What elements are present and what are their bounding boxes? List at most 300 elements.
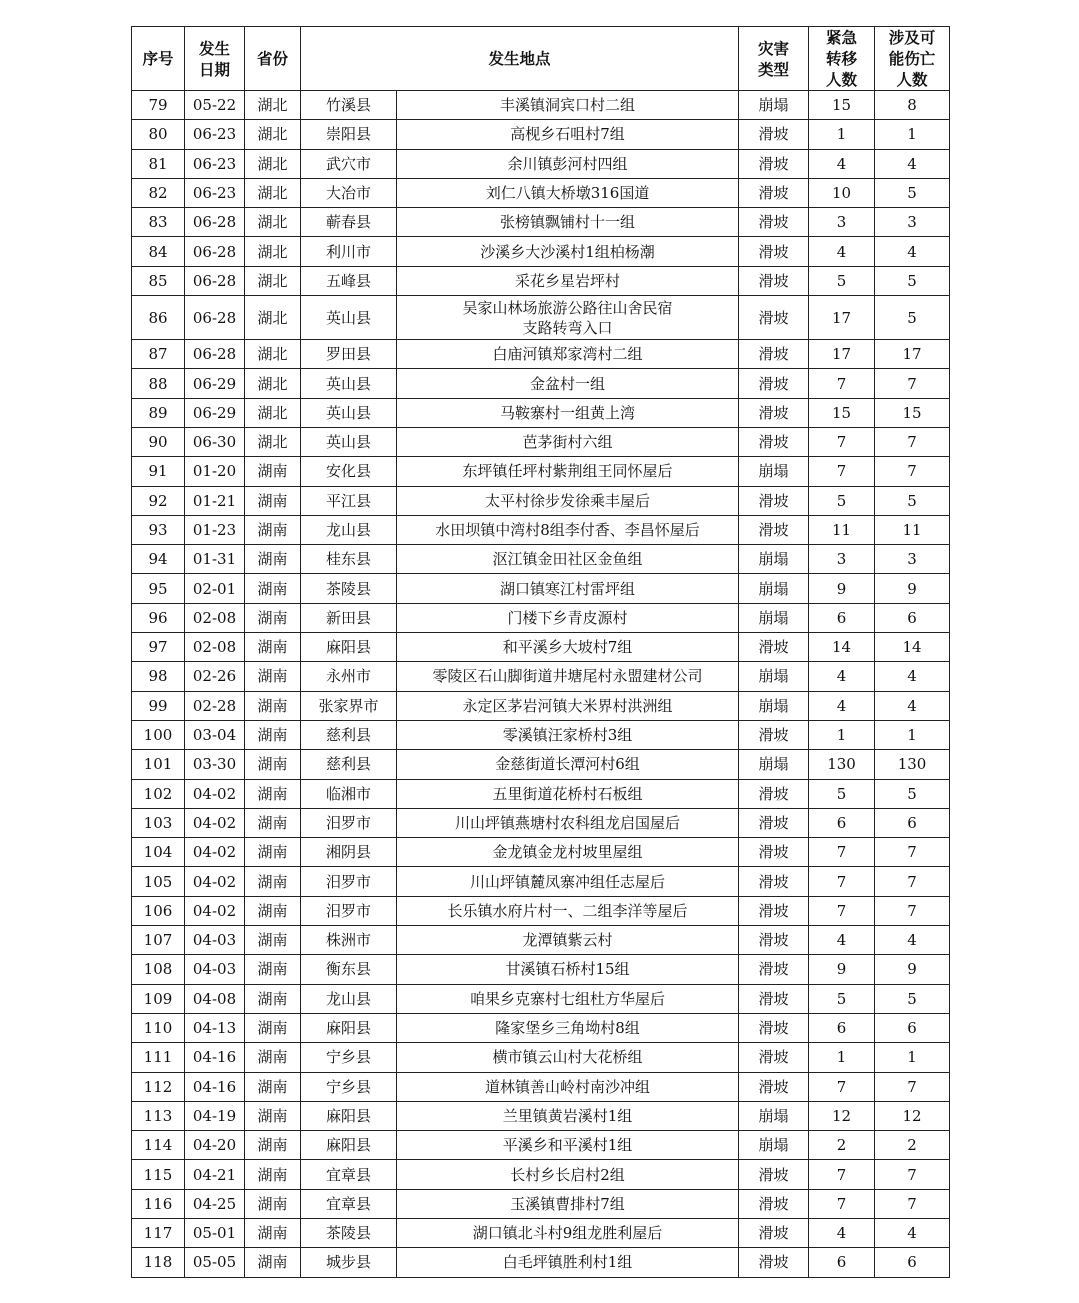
row-casualties: 12 — [875, 1101, 950, 1130]
row-seq: 113 — [132, 1101, 185, 1130]
row-date: 04-21 — [185, 1160, 245, 1189]
row-type: 滑坡 — [739, 178, 809, 207]
row-evacuated: 11 — [809, 515, 875, 544]
row-type: 滑坡 — [739, 149, 809, 178]
row-seq: 118 — [132, 1248, 185, 1277]
row-county: 麻阳县 — [301, 1101, 397, 1130]
table-row — [132, 633, 950, 662]
table-row — [132, 486, 950, 515]
row-location: 门楼下乡青皮源村 — [397, 603, 739, 632]
row-location: 横市镇云山村大花桥组 — [397, 1043, 739, 1072]
row-type: 崩塌 — [739, 691, 809, 720]
row-location: 和平溪乡大坡村7组 — [397, 633, 739, 662]
row-province: 湖南 — [245, 1248, 301, 1277]
row-county: 英山县 — [301, 398, 397, 427]
row-casualties: 9 — [875, 574, 950, 603]
row-evacuated: 4 — [809, 149, 875, 178]
row-type: 滑坡 — [739, 208, 809, 237]
row-province: 湖南 — [245, 867, 301, 896]
row-date: 06-28 — [185, 340, 245, 369]
row-county: 张家界市 — [301, 691, 397, 720]
row-location: 平溪乡和平溪村1组 — [397, 1131, 739, 1160]
row-evacuated: 7 — [809, 867, 875, 896]
row-location: 长村乡长启村2组 — [397, 1160, 739, 1189]
row-date: 04-25 — [185, 1189, 245, 1218]
row-date: 06-29 — [185, 369, 245, 398]
table-row — [132, 1013, 950, 1042]
row-county: 宜章县 — [301, 1189, 397, 1218]
row-casualties: 8 — [875, 91, 950, 120]
row-seq: 111 — [132, 1043, 185, 1072]
row-county: 宁乡县 — [301, 1043, 397, 1072]
table-row — [132, 515, 950, 544]
row-county: 宜章县 — [301, 1160, 397, 1189]
row-location: 白毛坪镇胜利村1组 — [397, 1248, 739, 1277]
row-seq: 110 — [132, 1013, 185, 1042]
row-type: 滑坡 — [739, 515, 809, 544]
row-casualties: 7 — [875, 838, 950, 867]
row-type: 滑坡 — [739, 486, 809, 515]
row-type: 滑坡 — [739, 237, 809, 266]
row-evacuated: 7 — [809, 1072, 875, 1101]
table-row — [132, 838, 950, 867]
row-evacuated: 4 — [809, 691, 875, 720]
row-type: 滑坡 — [739, 340, 809, 369]
row-county: 五峰县 — [301, 266, 397, 295]
row-date: 06-23 — [185, 178, 245, 207]
header-province: 省份 — [245, 27, 301, 91]
row-location: 吴家山林场旅游公路往山舍民宿 支路转弯入口 — [397, 296, 739, 340]
row-province: 湖南 — [245, 662, 301, 691]
row-type: 滑坡 — [739, 779, 809, 808]
row-type: 崩塌 — [739, 91, 809, 120]
row-location: 湖口镇北斗村9组龙胜利屋后 — [397, 1218, 739, 1247]
row-date: 05-22 — [185, 91, 245, 120]
row-type: 崩塌 — [739, 545, 809, 574]
row-county: 茶陵县 — [301, 574, 397, 603]
row-type: 崩塌 — [739, 662, 809, 691]
row-casualties: 5 — [875, 486, 950, 515]
row-location: 余川镇彭河村四组 — [397, 149, 739, 178]
row-evacuated: 7 — [809, 369, 875, 398]
row-casualties: 5 — [875, 984, 950, 1013]
row-evacuated: 7 — [809, 457, 875, 486]
row-date: 01-23 — [185, 515, 245, 544]
row-evacuated: 10 — [809, 178, 875, 207]
row-location: 白庙河镇郑家湾村二组 — [397, 340, 739, 369]
row-evacuated: 14 — [809, 633, 875, 662]
row-county: 大冶市 — [301, 178, 397, 207]
row-evacuated: 1 — [809, 120, 875, 149]
row-type: 滑坡 — [739, 867, 809, 896]
row-province: 湖北 — [245, 398, 301, 427]
row-province: 湖北 — [245, 178, 301, 207]
row-seq: 117 — [132, 1218, 185, 1247]
row-casualties: 14 — [875, 633, 950, 662]
row-county: 竹溪县 — [301, 91, 397, 120]
row-seq: 84 — [132, 237, 185, 266]
table-row — [132, 1043, 950, 1072]
row-casualties: 3 — [875, 208, 950, 237]
row-seq: 100 — [132, 720, 185, 749]
row-evacuated: 7 — [809, 1189, 875, 1218]
table-row — [132, 457, 950, 486]
row-province: 湖北 — [245, 208, 301, 237]
row-location: 玉溪镇曹排村7组 — [397, 1189, 739, 1218]
row-date: 04-19 — [185, 1101, 245, 1130]
row-type: 滑坡 — [739, 1160, 809, 1189]
row-date: 06-28 — [185, 296, 245, 340]
row-location: 水田坝镇中湾村8组李付香、李昌怀屋后 — [397, 515, 739, 544]
row-casualties: 17 — [875, 340, 950, 369]
row-province: 湖北 — [245, 237, 301, 266]
table-row — [132, 1248, 950, 1277]
row-seq: 87 — [132, 340, 185, 369]
row-casualties: 7 — [875, 1160, 950, 1189]
table-row — [132, 398, 950, 427]
table-row — [132, 178, 950, 207]
row-date: 04-16 — [185, 1072, 245, 1101]
header-row — [132, 27, 950, 91]
row-type: 滑坡 — [739, 808, 809, 837]
row-county: 湘阴县 — [301, 838, 397, 867]
row-province: 湖南 — [245, 574, 301, 603]
row-county: 宁乡县 — [301, 1072, 397, 1101]
row-date: 06-28 — [185, 208, 245, 237]
row-evacuated: 6 — [809, 1013, 875, 1042]
table-row — [132, 296, 950, 340]
table-row — [132, 545, 950, 574]
row-evacuated: 5 — [809, 779, 875, 808]
row-province: 湖南 — [245, 1043, 301, 1072]
row-county: 慈利县 — [301, 720, 397, 749]
table-row — [132, 750, 950, 779]
row-province: 湖北 — [245, 91, 301, 120]
row-seq: 108 — [132, 955, 185, 984]
row-evacuated: 17 — [809, 340, 875, 369]
header-seq: 序号 — [132, 27, 185, 91]
row-seq: 85 — [132, 266, 185, 295]
row-province: 湖南 — [245, 1013, 301, 1042]
row-location: 沤江镇金田社区金鱼组 — [397, 545, 739, 574]
row-location: 沙溪乡大沙溪村1组柏杨潮 — [397, 237, 739, 266]
row-type: 滑坡 — [739, 1248, 809, 1277]
row-province: 湖南 — [245, 457, 301, 486]
row-evacuated: 6 — [809, 1248, 875, 1277]
row-type: 滑坡 — [739, 369, 809, 398]
row-date: 04-02 — [185, 838, 245, 867]
row-date: 02-26 — [185, 662, 245, 691]
row-county: 临湘市 — [301, 779, 397, 808]
row-location: 川山坪镇麓凤寨冲组任志屋后 — [397, 867, 739, 896]
table-row — [132, 926, 950, 955]
row-casualties: 9 — [875, 955, 950, 984]
table-row — [132, 1101, 950, 1130]
row-date: 03-30 — [185, 750, 245, 779]
row-seq: 88 — [132, 369, 185, 398]
row-date: 04-02 — [185, 896, 245, 925]
row-evacuated: 9 — [809, 955, 875, 984]
row-seq: 93 — [132, 515, 185, 544]
row-date: 04-02 — [185, 808, 245, 837]
row-seq: 91 — [132, 457, 185, 486]
table-row — [132, 1189, 950, 1218]
row-evacuated: 2 — [809, 1131, 875, 1160]
row-casualties: 11 — [875, 515, 950, 544]
row-casualties: 7 — [875, 369, 950, 398]
row-county: 汨罗市 — [301, 808, 397, 837]
row-province: 湖南 — [245, 779, 301, 808]
row-date: 02-01 — [185, 574, 245, 603]
row-type: 滑坡 — [739, 1189, 809, 1218]
table-body — [132, 91, 950, 1278]
row-county: 永州市 — [301, 662, 397, 691]
row-date: 02-08 — [185, 633, 245, 662]
header-location: 发生地点 — [301, 27, 739, 91]
row-location: 长乐镇水府片村一、二组李洋等屋后 — [397, 896, 739, 925]
row-seq: 81 — [132, 149, 185, 178]
row-location: 川山坪镇燕塘村农科组龙启国屋后 — [397, 808, 739, 837]
row-evacuated: 9 — [809, 574, 875, 603]
row-casualties: 7 — [875, 1189, 950, 1218]
row-casualties: 7 — [875, 427, 950, 456]
row-county: 蕲春县 — [301, 208, 397, 237]
row-date: 05-05 — [185, 1248, 245, 1277]
row-type: 滑坡 — [739, 896, 809, 925]
row-seq: 109 — [132, 984, 185, 1013]
row-seq: 102 — [132, 779, 185, 808]
table-row — [132, 779, 950, 808]
row-evacuated: 7 — [809, 838, 875, 867]
row-casualties: 5 — [875, 266, 950, 295]
row-county: 衡东县 — [301, 955, 397, 984]
row-evacuated: 5 — [809, 266, 875, 295]
row-date: 04-03 — [185, 955, 245, 984]
row-date: 01-20 — [185, 457, 245, 486]
header-type: 灾害 类型 — [739, 27, 809, 91]
row-evacuated: 4 — [809, 237, 875, 266]
row-county: 麻阳县 — [301, 633, 397, 662]
row-type: 崩塌 — [739, 750, 809, 779]
row-type: 滑坡 — [739, 398, 809, 427]
row-type: 崩塌 — [739, 1101, 809, 1130]
row-county: 龙山县 — [301, 515, 397, 544]
row-county: 新田县 — [301, 603, 397, 632]
row-location: 兰里镇黄岩溪村1组 — [397, 1101, 739, 1130]
row-seq: 115 — [132, 1160, 185, 1189]
row-casualties: 1 — [875, 120, 950, 149]
row-type: 滑坡 — [739, 838, 809, 867]
row-county: 罗田县 — [301, 340, 397, 369]
row-province: 湖南 — [245, 1101, 301, 1130]
row-seq: 104 — [132, 838, 185, 867]
row-county: 武穴市 — [301, 149, 397, 178]
row-date: 05-01 — [185, 1218, 245, 1247]
row-location: 甘溪镇石桥村15组 — [397, 955, 739, 984]
row-county: 麻阳县 — [301, 1013, 397, 1042]
table-row — [132, 427, 950, 456]
row-county: 汨罗市 — [301, 867, 397, 896]
row-seq: 86 — [132, 296, 185, 340]
table-row — [132, 1072, 950, 1101]
row-date: 06-28 — [185, 266, 245, 295]
row-location: 金慈街道长潭河村6组 — [397, 750, 739, 779]
row-location: 咱果乡克寨村七组杜方华屋后 — [397, 984, 739, 1013]
row-evacuated: 5 — [809, 984, 875, 1013]
row-evacuated: 4 — [809, 926, 875, 955]
row-type: 滑坡 — [739, 720, 809, 749]
row-date: 04-02 — [185, 779, 245, 808]
row-province: 湖南 — [245, 1218, 301, 1247]
row-province: 湖南 — [245, 515, 301, 544]
row-location: 采花乡星岩坪村 — [397, 266, 739, 295]
row-casualties: 4 — [875, 237, 950, 266]
row-date: 06-29 — [185, 398, 245, 427]
header-date: 发生 日期 — [185, 27, 245, 91]
row-location: 湖口镇寒江村雷坪组 — [397, 574, 739, 603]
row-province: 湖北 — [245, 296, 301, 340]
table-row — [132, 1160, 950, 1189]
row-province: 湖南 — [245, 808, 301, 837]
row-county: 城步县 — [301, 1248, 397, 1277]
row-location: 张榜镇飘铺村十一组 — [397, 208, 739, 237]
row-province: 湖南 — [245, 545, 301, 574]
row-province: 湖南 — [245, 896, 301, 925]
row-province: 湖南 — [245, 1160, 301, 1189]
table-row — [132, 237, 950, 266]
row-evacuated: 12 — [809, 1101, 875, 1130]
row-seq: 106 — [132, 896, 185, 925]
row-casualties: 6 — [875, 1013, 950, 1042]
row-evacuated: 4 — [809, 1218, 875, 1247]
row-county: 麻阳县 — [301, 1131, 397, 1160]
row-type: 崩塌 — [739, 603, 809, 632]
row-county: 平江县 — [301, 486, 397, 515]
table-row — [132, 955, 950, 984]
row-county: 桂东县 — [301, 545, 397, 574]
row-county: 崇阳县 — [301, 120, 397, 149]
row-type: 滑坡 — [739, 1043, 809, 1072]
row-location: 零溪镇汪家桥村3组 — [397, 720, 739, 749]
row-county: 英山县 — [301, 427, 397, 456]
row-location: 道林镇善山岭村南沙冲组 — [397, 1072, 739, 1101]
row-casualties: 7 — [875, 896, 950, 925]
row-casualties: 4 — [875, 926, 950, 955]
row-seq: 116 — [132, 1189, 185, 1218]
row-province: 湖北 — [245, 266, 301, 295]
table-row — [132, 369, 950, 398]
row-type: 滑坡 — [739, 1072, 809, 1101]
row-seq: 107 — [132, 926, 185, 955]
row-seq: 94 — [132, 545, 185, 574]
row-casualties: 4 — [875, 691, 950, 720]
row-casualties: 5 — [875, 296, 950, 340]
row-evacuated: 6 — [809, 603, 875, 632]
row-seq: 82 — [132, 178, 185, 207]
row-casualties: 4 — [875, 149, 950, 178]
row-location: 丰溪镇洞宾口村二组 — [397, 91, 739, 120]
row-casualties: 7 — [875, 1072, 950, 1101]
row-casualties: 2 — [875, 1131, 950, 1160]
table-row — [132, 984, 950, 1013]
table-row — [132, 574, 950, 603]
header-evacuated: 紧急 转移 人数 — [809, 27, 875, 91]
row-date: 06-28 — [185, 237, 245, 266]
row-casualties: 7 — [875, 457, 950, 486]
row-province: 湖南 — [245, 984, 301, 1013]
row-type: 滑坡 — [739, 266, 809, 295]
row-province: 湖南 — [245, 1189, 301, 1218]
row-type: 滑坡 — [739, 955, 809, 984]
row-seq: 80 — [132, 120, 185, 149]
row-province: 湖南 — [245, 691, 301, 720]
row-location: 太平村徐步发徐乘丰屋后 — [397, 486, 739, 515]
row-seq: 95 — [132, 574, 185, 603]
row-casualties: 1 — [875, 1043, 950, 1072]
row-location: 刘仁八镇大桥墩316国道 — [397, 178, 739, 207]
row-location: 马鞍寨村一组黄上湾 — [397, 398, 739, 427]
row-location: 隆家堡乡三角坳村8组 — [397, 1013, 739, 1042]
row-casualties: 6 — [875, 1248, 950, 1277]
row-date: 04-20 — [185, 1131, 245, 1160]
table-row — [132, 867, 950, 896]
row-casualties: 3 — [875, 545, 950, 574]
row-county: 株洲市 — [301, 926, 397, 955]
row-seq: 103 — [132, 808, 185, 837]
row-location: 金盆村一组 — [397, 369, 739, 398]
row-evacuated: 5 — [809, 486, 875, 515]
row-province: 湖南 — [245, 486, 301, 515]
table-row — [132, 603, 950, 632]
row-type: 滑坡 — [739, 1013, 809, 1042]
row-type: 滑坡 — [739, 926, 809, 955]
row-province: 湖南 — [245, 720, 301, 749]
table-row — [132, 208, 950, 237]
row-province: 湖南 — [245, 633, 301, 662]
row-province: 湖南 — [245, 1131, 301, 1160]
row-evacuated: 17 — [809, 296, 875, 340]
table-row — [132, 896, 950, 925]
row-date: 04-02 — [185, 867, 245, 896]
row-type: 滑坡 — [739, 984, 809, 1013]
row-seq: 96 — [132, 603, 185, 632]
row-location: 龙潭镇紫云村 — [397, 926, 739, 955]
row-seq: 112 — [132, 1072, 185, 1101]
table-row — [132, 1218, 950, 1247]
row-evacuated: 1 — [809, 1043, 875, 1072]
row-seq: 99 — [132, 691, 185, 720]
row-county: 汨罗市 — [301, 896, 397, 925]
row-province: 湖南 — [245, 750, 301, 779]
row-casualties: 1 — [875, 720, 950, 749]
row-casualties: 6 — [875, 808, 950, 837]
row-type: 崩塌 — [739, 574, 809, 603]
row-type: 滑坡 — [739, 120, 809, 149]
row-evacuated: 15 — [809, 398, 875, 427]
table-row — [132, 340, 950, 369]
row-province: 湖南 — [245, 838, 301, 867]
table-row — [132, 691, 950, 720]
row-province: 湖南 — [245, 955, 301, 984]
table-row — [132, 149, 950, 178]
row-date: 02-28 — [185, 691, 245, 720]
row-date: 04-08 — [185, 984, 245, 1013]
row-type: 滑坡 — [739, 296, 809, 340]
row-casualties: 4 — [875, 662, 950, 691]
row-location: 东坪镇任坪村紫荆组王同怀屋后 — [397, 457, 739, 486]
row-seq: 101 — [132, 750, 185, 779]
row-province: 湖南 — [245, 926, 301, 955]
